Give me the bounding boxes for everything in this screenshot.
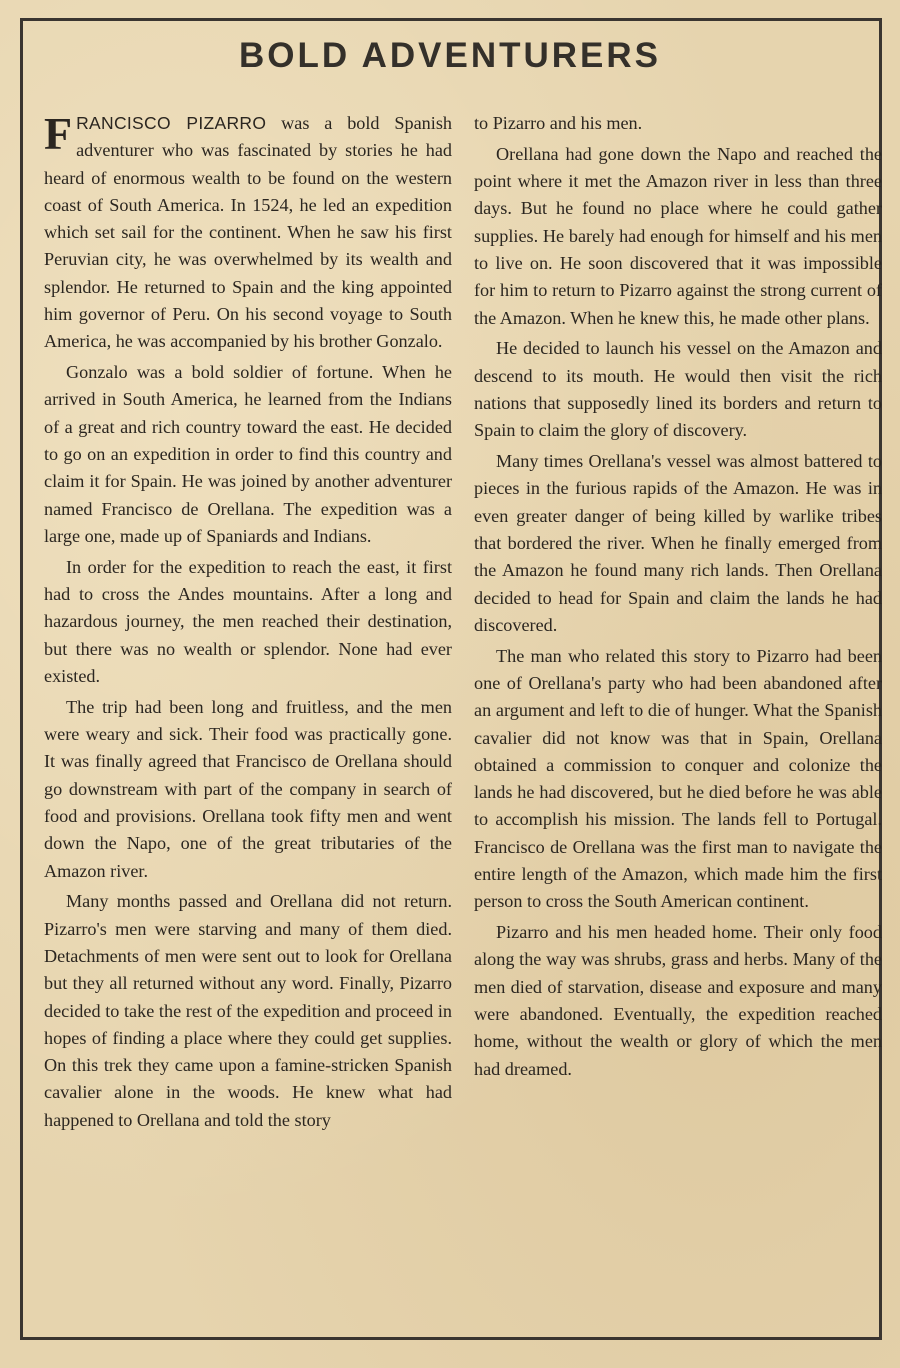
paragraph: Orellana had gone down the Napo and reached the point where it met the Amazon river in less than three days. But he found no place where he could gather supplies. He barely had enough for himself and his men to live on. He soon discovered that it was impossible for him to return to Pizarro against the strong current of the Amazon. When he knew this, he made other plans. (474, 143, 882, 328)
drop-cap: F (44, 108, 73, 159)
paragraph: Many months passed and Orellana did not return. Pizarro's men were starving and many of them died. Detachments of men were sent out to look for Orellana but they all returned without any word. Finally, Pizarro decided to take the rest of the expedition and proceed in hopes of finding a place where they could get supplies. On this trek they came upon a famine-stricken Spanish cavalier alone in the woods. He knew what had happened to Orellana and told the story (44, 891, 452, 1130)
right-column (474, 110, 882, 1086)
paragraph: Gonzalo was a bold soldier of fortune. When he arrived in South America, he learned from the Indians of a great and rich country toward the east. He decided to go on an expedition in order to find this country and claim it for Spain. He was joined by another adventurer named Francisco de Orellana. The expedition was a large one, made up of Spaniards and Indians. (44, 362, 452, 546)
paragraph-text: was a bold Spanish adventurer who was fascinated by stories he had heard of enormous wealth to be found on the western coast of South America. In 1524, he led an expedition which set sail for the continent. When he saw his first Peruvian city, he was overwhelmed by its wealth and splendor. He returned to Spain and the king appointed him governor of Peru. On his second voyage to South America, he was accompanied by his brother Gonzalo. (44, 113, 452, 352)
page-title: BOLD ADVENTURERS (239, 36, 661, 75)
paragraph: The trip had been long and fruitless, and the men were weary and sick. Their food was practically gone. It was finally agreed that Francisco de Orellana should go downstream with part of the company in search of food and provisions. Orellana took fifty men and went down the Napo, one of the great tributaries of the Amazon river. (44, 696, 452, 881)
paragraph: Many times Orellana's vessel was almost battered to pieces in the furious rapids of the Amazon. He was in even greater danger of being killed by warlike tribes that bordered the river. When he finally emerged from the Amazon he found many rich lands. Then Orellana decided to head for Spain and claim the lands he had discovered. (474, 451, 882, 635)
paragraph: to Pizarro and his men. (474, 113, 643, 133)
paragraph: He decided to launch his vessel on the Amazon and descend to its mouth. He would then visit the rich nations that supposedly lined its borders and return to Spain to claim the glory of discovery. (474, 338, 882, 441)
left-column (44, 110, 452, 1137)
paragraph: The man who related this story to Pizarro had been one of Orellana's party who had been abandoned after an argument and left to die of hunger. What the Spanish cavalier did not know was that in Spain, Orellana obtained a commission to conquer and colonize the lands he had discovered, but he died before he was able to accomplish his mission. The lands fell to Portugal. Francisco de Orellana was the first man to navigate the entire length of the Amazon, which made him the first person to cross the South American continent. (474, 645, 882, 912)
paragraph (44, 110, 452, 356)
paragraph: In order for the expedition to reach the east, it first had to cross the Andes mountains. After a long and hazardous journey, the men reached their destination, but there was no wealth or splendor. None had ever existed. (44, 556, 452, 686)
paragraph: Pizarro and his men headed home. Their only food along the way was shrubs, grass and herbs. Many of the men died of starvation, disease and exposure and many were abandoned. Eventually, the expedition reached home, without the wealth or glory of which the men had dreamed. (474, 922, 882, 1079)
lead-in-caps: RANCISCO PIZARRO (76, 113, 267, 133)
